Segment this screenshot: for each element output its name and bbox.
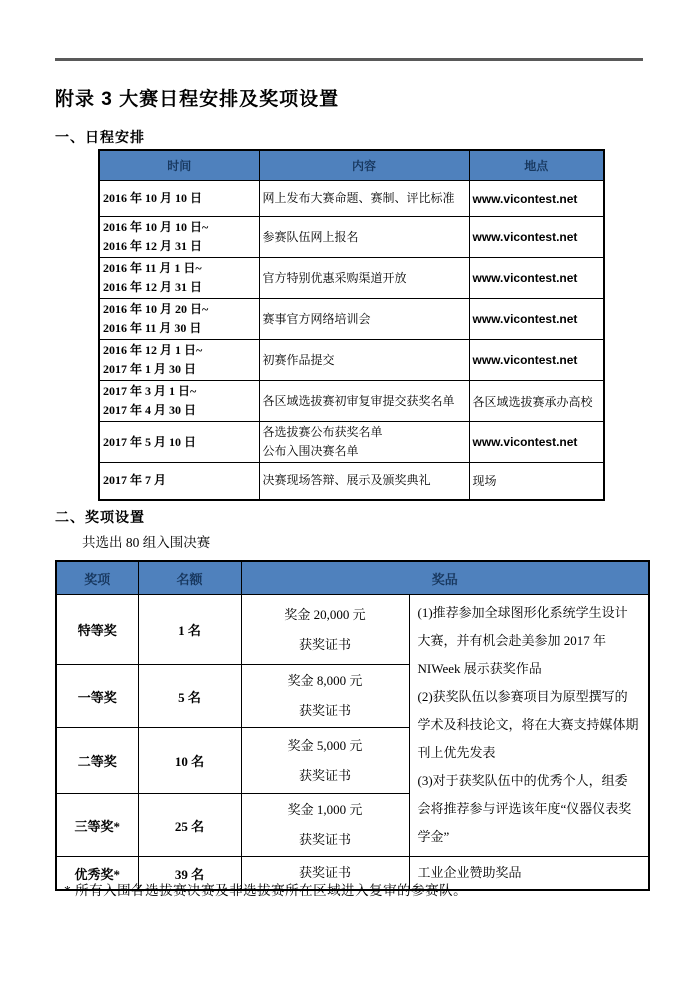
time-line: 2017 年 1 月 30 日 (103, 362, 197, 376)
schedule-table-body (99, 181, 604, 500)
schedule-location-cell: www.vicontest.net (469, 258, 604, 299)
award-prize-cell (241, 665, 409, 728)
schedule-content-cell (259, 422, 469, 463)
time-line: 2016 年 12 月 1 日~ (103, 343, 203, 357)
time-line: 2017 年 5 月 10 日 (103, 434, 197, 449)
schedule-row (99, 422, 604, 463)
schedule-location-cell: 各区域选拔赛承办高校 (469, 381, 604, 422)
time-line: 2016 年 10 月 10 日~ (103, 220, 209, 234)
schedule-content-cell (259, 258, 469, 299)
benefit-paragraph: (2)获奖队伍以参赛项目为原型撰写的学术及科技论文，将在大赛支持媒体期刊上优先发表 (417, 689, 639, 760)
schedule-location-cell: www.vicontest.net (469, 181, 604, 217)
schedule-row (99, 299, 604, 340)
schedule-row (99, 463, 604, 500)
content-line: 公布入围决赛名单 (262, 444, 359, 458)
content-line: 赛事官方网络培训会 (262, 311, 371, 326)
prize-line: 奖金 1,000 元 (287, 802, 363, 817)
award-name-cell: 三等奖* (56, 794, 138, 857)
schedule-row (99, 181, 604, 217)
content-line: 参赛队伍网上报名 (262, 229, 359, 244)
prize-line: 获奖证书 (298, 703, 351, 718)
schedule-header-cell: 内容 (259, 150, 469, 181)
schedule-table-head (99, 150, 604, 181)
schedule-row (99, 217, 604, 258)
page-title: 附录 3 大赛日程安排及奖项设置 (55, 89, 340, 110)
prize-line: 获奖证书 (298, 832, 351, 847)
award-quota-cell: 10 名 (138, 728, 241, 794)
section-1-heading: 一、日程安排 (55, 129, 145, 145)
schedule-header-row (99, 150, 604, 181)
award-benefit-cell (409, 595, 649, 857)
award-quota-cell: 39 名 (138, 857, 241, 891)
awards-table-head (56, 561, 649, 595)
schedule-row (99, 258, 604, 299)
awards-header-row (56, 561, 649, 595)
awards-table (55, 560, 650, 891)
prize-line: 获奖证书 (298, 636, 351, 652)
schedule-location-cell: 现场 (469, 463, 604, 500)
schedule-location-cell: www.vicontest.net (469, 422, 604, 463)
schedule-header-cell: 地点 (469, 150, 604, 181)
time-line: 2016 年 11 月 1 日~ (103, 261, 202, 275)
schedule-time-cell (99, 217, 259, 258)
time-line: 2017 年 4 月 30 日 (103, 403, 197, 417)
prize-line: 获奖证书 (298, 767, 351, 783)
schedule-time-cell (99, 181, 259, 217)
schedule-header-cell: 时间 (99, 150, 259, 181)
schedule-table (98, 149, 605, 501)
schedule-location-cell: www.vicontest.net (469, 340, 604, 381)
finalist-note: 共选出 80 组入围决赛 (82, 535, 211, 550)
time-line: 2016 年 10 月 20 日~ (103, 302, 209, 316)
schedule-content-cell (259, 181, 469, 217)
schedule-row (99, 381, 604, 422)
schedule-time-cell (99, 340, 259, 381)
award-quota-cell: 1 名 (138, 595, 241, 665)
award-quota-cell: 25 名 (138, 794, 241, 857)
schedule-content-cell (259, 463, 469, 500)
benefit-paragraph: (3)对于获奖队伍中的优秀个人，组委会将推荐参与评选该年度“仪器仪表奖学金” (417, 773, 632, 844)
schedule-time-cell (99, 381, 259, 422)
prize-line: 获奖证书 (298, 865, 351, 880)
schedule-location-cell: www.vicontest.net (469, 217, 604, 258)
content-line: 各区域选拔赛初审复审提交获奖名单 (262, 393, 455, 408)
benefit-paragraph: (1)推荐参加全球图形化系统学生设计大赛，并有机会赴美参加 2017 年 NIWeek 展示获奖作品 (417, 605, 628, 676)
time-line: 2016 年 12 月 31 日 (103, 280, 203, 294)
prize-line: 奖金 8,000 元 (287, 673, 363, 688)
award-quota-cell: 5 名 (138, 665, 241, 728)
schedule-time-cell (99, 258, 259, 299)
award-name-cell: 一等奖 (56, 665, 138, 728)
award-prize-cell (241, 728, 409, 794)
schedule-location-cell: www.vicontest.net (469, 299, 604, 340)
schedule-time-cell (99, 299, 259, 340)
prize-line: 奖金 5,000 元 (287, 737, 363, 753)
content-line: 网上发布大赛命题、赛制、评比标准 (262, 191, 455, 205)
time-line: 2017 年 7 月 (103, 473, 167, 488)
schedule-time-cell (99, 463, 259, 500)
award-name-cell: 优秀奖* (56, 857, 138, 891)
schedule-content-cell (259, 340, 469, 381)
award-name-cell: 二等奖 (56, 728, 138, 794)
content-line: 初赛作品提交 (262, 352, 335, 367)
content-line: 官方特别优惠采购渠道开放 (262, 270, 407, 285)
awards-row (56, 595, 649, 665)
page-header-rule (55, 58, 643, 61)
schedule-row (99, 340, 604, 381)
time-line: 2017 年 3 月 1 日~ (103, 384, 197, 398)
prize-line: 奖金 20,000 元 (284, 606, 366, 622)
award-prize-cell (241, 794, 409, 857)
award-footnote: * 所有入围各选拔赛决赛及非选拔赛所在区域进入复审的参赛队。 (64, 883, 468, 898)
awards-table-body (56, 595, 649, 891)
awards-header-cell: 奖项 (56, 561, 138, 595)
content-line: 决赛现场答辩、展示及颁奖典礼 (262, 473, 431, 488)
schedule-content-cell (259, 381, 469, 422)
section-2-heading: 二、奖项设置 (55, 509, 145, 525)
awards-header-cell: 名额 (138, 561, 241, 595)
schedule-content-cell (259, 217, 469, 258)
award-name-cell: 特等奖 (56, 595, 138, 665)
time-line: 2016 年 11 月 30 日 (103, 321, 202, 335)
content-line: 各选拔赛公布获奖名单 (262, 425, 383, 439)
award-prize-cell (241, 595, 409, 665)
schedule-content-cell (259, 299, 469, 340)
award-benefit-cell: 工业企业赞助奖品 (409, 857, 649, 891)
awards-header-cell: 奖品 (241, 561, 649, 595)
time-line: 2016 年 12 月 31 日 (103, 239, 203, 253)
time-line: 2016 年 10 月 10 日 (103, 191, 203, 205)
schedule-time-cell (99, 422, 259, 463)
